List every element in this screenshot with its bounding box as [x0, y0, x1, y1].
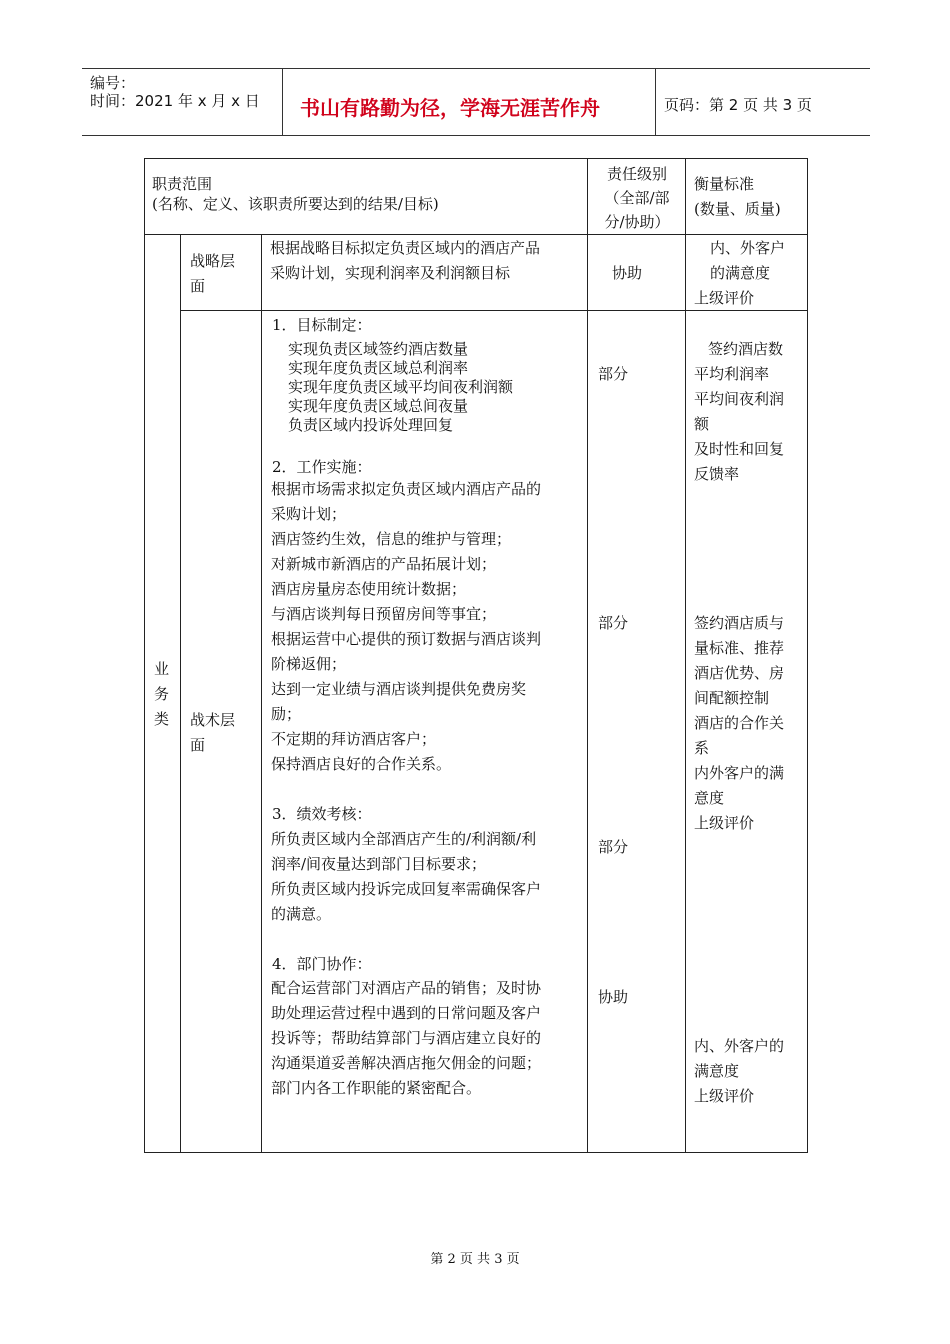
tactical-level-goal: 部分	[598, 365, 629, 383]
perf-item: 所负责区域内投诉完成回复率需确保客户	[271, 880, 542, 898]
tactical-measure-goal	[694, 337, 784, 487]
strategic-content-line: 根据战略目标拟定负责区域内的酒店产品	[270, 239, 541, 257]
measure-line: 平均间夜利润	[694, 390, 785, 408]
col-measure-header	[694, 172, 781, 222]
work-list	[271, 477, 541, 777]
tactical-label-line: 战术层	[190, 711, 236, 729]
category-label	[154, 657, 169, 732]
measure-line: 及时性和回复	[694, 440, 785, 458]
table-border-right	[807, 158, 808, 1153]
doc-number-label: 编号：	[90, 74, 136, 92]
measure-line: 上级评价	[694, 1087, 755, 1105]
strategic-measure-line: 上级评价	[694, 289, 755, 307]
measure-line: 平均利润率	[694, 365, 770, 383]
col-level-line: 责任级别	[606, 165, 667, 183]
coop-item: 沟通渠道妥善解决酒店拖欠佣金的问题；	[271, 1054, 542, 1072]
table-col-divider-4	[685, 158, 686, 1153]
col-level-line: 分/协助）	[604, 213, 670, 231]
header-divider-left	[282, 68, 283, 136]
coop-section-title: 4．部门协作：	[272, 955, 372, 973]
table-header-divider	[144, 234, 808, 235]
measure-line: 酒店的合作关	[694, 714, 785, 732]
table-border-bottom	[144, 1152, 808, 1153]
col-measure-line: 衡量标准	[694, 175, 755, 193]
table-col-divider-3	[587, 158, 588, 1153]
strategic-level: 协助	[612, 264, 643, 282]
table-col-divider-2	[261, 234, 262, 1153]
perf-item: 润率/间夜量达到部门目标要求；	[271, 855, 487, 873]
goal-item: 实现年度负责区域总利润率	[288, 359, 469, 377]
measure-line: 酒店优势、房	[694, 664, 785, 682]
table-col-divider-1	[180, 234, 181, 1153]
work-item: 与酒店谈判每日预留房间等事宜；	[271, 605, 497, 623]
col-scope-header	[152, 172, 439, 217]
tactical-level-work: 部分	[598, 614, 629, 632]
category-char: 业	[154, 660, 170, 678]
measure-line: 内、外客户的	[694, 1037, 785, 1055]
goal-item: 实现负责区域签约酒店数量	[288, 340, 469, 358]
work-item: 对新城市新酒店的产品拓展计划；	[271, 555, 497, 573]
work-item: 采购计划；	[271, 505, 347, 523]
measure-line: 系	[694, 739, 710, 757]
col-scope-title: 职责范围	[152, 175, 213, 193]
work-item: 达到一定业绩与酒店谈判提供免费房奖	[271, 680, 527, 698]
measure-line: 内外客户的满	[694, 764, 785, 782]
work-item: 酒店房量房态使用统计数据；	[271, 580, 467, 598]
tactical-level-coop: 协助	[598, 988, 629, 1006]
strategic-measure	[694, 236, 785, 311]
work-item: 阶梯返佣；	[271, 655, 347, 673]
header-bottom-rule	[82, 135, 870, 136]
coop-item: 配合运营部门对酒店产品的销售；及时协	[271, 979, 542, 997]
tactical-label	[190, 708, 235, 758]
tactical-measure-coop	[694, 1034, 784, 1109]
header-motto: 书山有路勤为径，学海无涯苦作舟	[300, 96, 600, 120]
work-item: 保持酒店良好的合作关系。	[271, 755, 452, 773]
measure-line: 量标准、推荐	[694, 639, 785, 657]
measure-line: 上级评价	[694, 814, 755, 832]
measure-line: 签约酒店质与	[694, 614, 785, 632]
col-scope-subtitle: (名称、定义、该职责所要达到的结果/目标)	[152, 195, 439, 213]
goal-section-title: 1．目标制定：	[272, 316, 372, 334]
doc-time-label: 时间：2021 年 x 月 x 日	[90, 92, 260, 110]
coop-item: 部门内各工作职能的紧密配合。	[271, 1079, 482, 1097]
work-item: 酒店签约生效，信息的维护与管理；	[271, 530, 512, 548]
measure-line: 签约酒店数	[708, 340, 784, 358]
col-level-line: （全部/部	[604, 189, 670, 207]
goal-item: 负责区域内投诉处理回复	[288, 416, 454, 434]
page-footer: 第 2 页 共 3 页	[430, 1252, 520, 1267]
strategic-measure-line: 的满意度	[710, 264, 771, 282]
strategic-content-line: 采购计划，实现利润率及利润额目标	[270, 264, 511, 282]
work-item: 根据运营中心提供的预订数据与酒店谈判	[271, 630, 542, 648]
tactical-level-perf: 部分	[598, 838, 629, 856]
category-char: 务	[154, 685, 170, 703]
measure-line: 意度	[694, 789, 725, 807]
table-border-top	[144, 158, 808, 159]
coop-list	[271, 976, 541, 1101]
strategic-label	[190, 249, 235, 299]
coop-item: 助处理运营过程中遇到的日常问题及客户	[271, 1004, 542, 1022]
tactical-label-line: 面	[190, 736, 206, 754]
goal-list	[288, 340, 513, 435]
perf-item: 的满意。	[271, 905, 332, 923]
perf-section-title: 3．绩效考核：	[272, 805, 372, 823]
header-divider-right	[655, 68, 656, 136]
measure-line: 反馈率	[694, 465, 740, 483]
col-measure-line: (数量、质量)	[694, 200, 781, 218]
strategic-label-line: 战略层	[190, 252, 236, 270]
strategic-content	[270, 236, 540, 286]
tactical-measure-work	[694, 611, 784, 836]
perf-item: 所负责区域内全部酒店产生的/利润额/利	[271, 830, 537, 848]
perf-list	[271, 827, 541, 927]
strategic-measure-line: 内、外客户	[710, 239, 786, 257]
work-item: 根据市场需求拟定负责区域内酒店产品的	[271, 480, 542, 498]
coop-item: 投诉等；帮助结算部门与酒店建立良好的	[271, 1029, 542, 1047]
page-indicator: 页码：第 2 页 共 3 页	[664, 96, 812, 114]
table-border-left	[144, 158, 145, 1153]
header-top-rule	[82, 68, 870, 69]
work-item: 励；	[271, 705, 302, 723]
measure-line: 间配额控制	[694, 689, 770, 707]
measure-line: 额	[694, 415, 710, 433]
goal-item: 实现年度负责区域总间夜量	[288, 397, 469, 415]
work-section-title: 2．工作实施：	[272, 458, 372, 476]
category-char: 类	[154, 710, 170, 728]
strategic-label-line: 面	[190, 277, 206, 295]
work-item: 不定期的拜访酒店客户；	[271, 730, 437, 748]
measure-line: 满意度	[694, 1062, 740, 1080]
col-level-header	[594, 162, 680, 234]
goal-item: 实现年度负责区域平均间夜利润额	[288, 378, 514, 396]
